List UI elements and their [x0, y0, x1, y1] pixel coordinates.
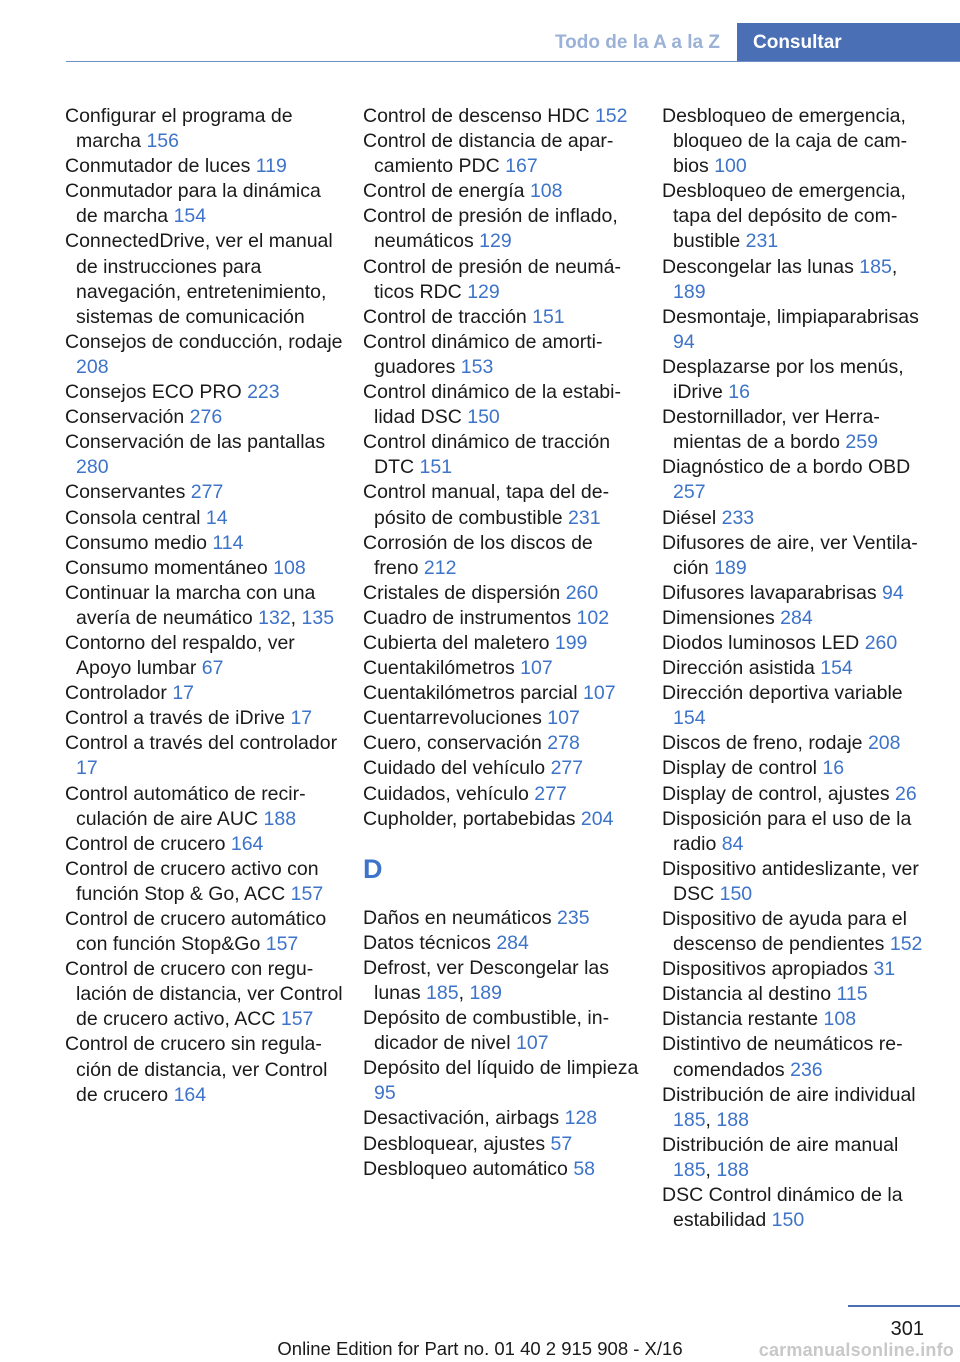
page-link[interactable]: 157: [290, 882, 324, 905]
entry-term: Cuidado del vehículo: [363, 757, 546, 780]
index-entry: [363, 179, 641, 204]
page-link[interactable]: 129: [479, 230, 512, 253]
page-number: 301: [890, 1318, 924, 1340]
index-entry: [65, 631, 343, 681]
index-entry: [363, 129, 641, 179]
index-entry: Defrost, ver Descongelar las lunas 185, 189: [363, 956, 610, 1004]
entry-term: Control de energía: [363, 180, 525, 203]
index-entry: [363, 931, 641, 956]
index-entry: [662, 1183, 932, 1233]
page-link[interactable]: 208: [76, 355, 109, 378]
entry-term: Dispositivo antideslizante, ver DSC: [662, 857, 919, 905]
index-entry: [363, 782, 641, 807]
index-entry: [662, 681, 932, 731]
index-entry: [363, 380, 641, 430]
page-link[interactable]: 17: [290, 707, 313, 730]
entry-term: Desplazarse por los menús, iDrive: [662, 355, 904, 404]
page-link[interactable]: 185: [859, 255, 892, 278]
entry-term: Configurar el programa de marcha: [65, 105, 293, 153]
entry-term: Cuentakilómetros parcial: [363, 682, 578, 705]
index-entry: [662, 179, 932, 254]
entry-term: Distribución de aire manual: [662, 1133, 899, 1156]
page-link[interactable]: 16: [728, 381, 750, 404]
page-link[interactable]: 277: [550, 757, 584, 780]
entry-term: Control de presión de inflado, neumáticos: [363, 205, 618, 253]
page-link[interactable]: 236: [790, 1058, 823, 1081]
index-entry: [662, 756, 932, 781]
entry-term: Control dinámico de tracción DTC: [363, 431, 611, 479]
page-link[interactable]: 235: [557, 906, 590, 929]
page-link[interactable]: 204: [580, 807, 614, 830]
entry-term: Cuero, conservación: [363, 732, 542, 755]
index-entry: [65, 104, 343, 154]
breadcrumb[interactable]: Todo de la A a la Z: [554, 32, 720, 53]
index-entry: [662, 355, 932, 405]
entry-term: Control de crucero: [65, 832, 226, 855]
index-entry: [65, 380, 343, 405]
entry-term: Control dinámico de la estabilidad DSC: [363, 381, 621, 429]
page-link[interactable]: 284: [780, 606, 813, 629]
index-entry: [662, 731, 932, 756]
entry-term: Datos técnicos: [363, 931, 491, 954]
entry-term: Desbloqueo de emergencia, tapa del depósito de combustible: [662, 180, 906, 253]
index-entry: [363, 305, 641, 330]
index-entry: [662, 807, 932, 857]
entry-term: Diésel: [662, 506, 717, 529]
entry-term: Cuentarrevoluciones: [363, 707, 542, 730]
page-link[interactable]: 260: [565, 581, 599, 604]
page-link[interactable]: 164: [230, 832, 264, 855]
page-link[interactable]: 17: [76, 757, 98, 780]
index-entry: [65, 907, 343, 957]
index-entry: [662, 656, 932, 681]
index-entry: [662, 1032, 932, 1082]
page-link[interactable]: 107: [516, 1032, 549, 1055]
entry-term: Depósito de combustible, indicador de nivel: [363, 1007, 610, 1055]
page-link[interactable]: 185: [426, 982, 459, 1004]
index-entry: [363, 606, 641, 631]
page-link[interactable]: 259: [845, 431, 878, 454]
index-entry: [65, 556, 343, 581]
index-entry: [363, 1132, 641, 1157]
index-entry: Distribución de aire manual 185, 188: [662, 1133, 899, 1181]
page-link[interactable]: 188: [263, 807, 297, 830]
page-link[interactable]: 108: [529, 180, 563, 203]
index-entry: [662, 104, 932, 179]
index-entry: [363, 255, 641, 305]
section-letter: D: [363, 853, 383, 884]
index-entry: [65, 782, 343, 832]
entry-term: Descongelar las lunas: [662, 255, 854, 278]
entry-term: DSC Control dinámico de la estabilidad: [662, 1184, 903, 1232]
entry-term: Control de crucero automático con función Stop&Go: [65, 908, 327, 956]
entry-term: Cuadro de instrumentos: [363, 606, 572, 629]
entry-term: Desbloqueo de emergencia, bloqueo de la caja de cambios: [662, 105, 908, 178]
entry-term: Diagnóstico de a bordo OBD: [662, 456, 911, 479]
entry-term: Consejos ECO PRO: [65, 381, 242, 404]
entry-term: Cuentakilómetros: [363, 657, 515, 680]
entry-term: Cuidados, vehículo: [363, 782, 529, 805]
entry-term: Corrosión de los discos de freno: [363, 531, 593, 579]
page-link[interactable]: 156: [146, 130, 179, 153]
index-entry: [363, 681, 641, 706]
entry-term: Disposición para el uso de la radio: [662, 807, 912, 855]
index-entry: [363, 1157, 641, 1182]
entry-term: Continuar la marcha con una avería de neumático: [65, 581, 316, 629]
entry-term: Diodos luminosos LED: [662, 631, 860, 654]
entry-term: Destornillador, ver Herramientas de a bordo: [662, 406, 880, 454]
entry-term: Control a través del controlador: [65, 732, 338, 755]
index-entry: [65, 506, 343, 531]
page-link[interactable]: 115: [836, 983, 868, 1006]
page-link[interactable]: 154: [673, 707, 706, 730]
entry-term: Control de tracción: [363, 305, 527, 328]
entry-term: Distancia al destino: [662, 983, 832, 1006]
page-link[interactable]: 108: [273, 556, 306, 579]
page-link[interactable]: 167: [505, 155, 538, 178]
entry-term: Conservación de las pantallas: [65, 431, 326, 454]
page-link[interactable]: 107: [547, 707, 580, 730]
index-entry: [662, 531, 932, 581]
index-entry: [65, 731, 343, 781]
page-link[interactable]: 95: [374, 1082, 396, 1105]
page-link[interactable]: 257: [673, 481, 706, 504]
page-link[interactable]: 157: [265, 933, 299, 956]
page-link[interactable]: 260: [864, 631, 898, 654]
entry-term: Distribución de aire individual: [662, 1083, 916, 1106]
page-link[interactable]: 277: [534, 782, 567, 805]
page-link[interactable]: 188: [716, 1108, 749, 1131]
entry-term: Distancia restante: [662, 1008, 819, 1031]
page-link[interactable]: 129: [467, 280, 500, 303]
index-entry: [65, 330, 343, 380]
index-entry: [65, 857, 343, 907]
index-entry: [65, 832, 343, 857]
index-entry: [662, 305, 932, 355]
index-entry: [662, 455, 932, 505]
entry-term: Control dinámico de amortiguadores: [363, 330, 603, 378]
index-entry: [363, 631, 641, 656]
page-link[interactable]: 108: [823, 1008, 857, 1031]
entry-term: Desbloqueo automático: [363, 1157, 568, 1180]
index-entry: [65, 154, 343, 179]
index-entry: [662, 982, 932, 1007]
index-entry: [363, 581, 641, 606]
page-link[interactable]: 152: [594, 105, 628, 127]
index-entry: [363, 1056, 641, 1106]
entry-term: Control automático de recirculación de aire AUC: [65, 782, 306, 830]
page-link[interactable]: 154: [173, 205, 207, 228]
page-link[interactable]: 231: [568, 506, 601, 529]
entry-term: Difusores de aire, ver Ventilación: [662, 531, 918, 579]
page-link[interactable]: 231: [745, 230, 779, 253]
entry-term: Dirección deportiva variable: [662, 682, 903, 705]
index-entry: [65, 957, 343, 1032]
entry-term: Cupholder, portabebidas: [363, 807, 576, 830]
entry-term: Control de presión de neumáticos RDC: [363, 255, 621, 303]
index-entry: [662, 782, 932, 807]
entry-term: Desactivación, airbags: [363, 1107, 560, 1130]
entry-term: Consumo momentáneo: [65, 556, 268, 579]
page-link[interactable]: 277: [190, 481, 224, 504]
index-entry: [363, 430, 641, 480]
entry-term: Dispositivo de ayuda para el descenso de pendientes: [662, 908, 907, 956]
page-link[interactable]: 208: [867, 732, 901, 755]
index-column-3: [662, 104, 932, 1233]
page-link[interactable]: 189: [469, 982, 502, 1004]
page-link[interactable]: 188: [716, 1158, 749, 1181]
page-link[interactable]: 128: [564, 1107, 598, 1130]
index-entry: [65, 706, 343, 731]
page-link[interactable]: 189: [673, 280, 706, 303]
page-link[interactable]: 233: [721, 506, 755, 529]
index-entry: [662, 506, 932, 531]
index-column-2: [363, 104, 641, 1182]
page-link[interactable]: 135: [301, 606, 335, 629]
page-link[interactable]: 189: [714, 556, 747, 579]
index-entry: [363, 756, 641, 781]
entry-term: Control manual, tapa del depósito de combustible: [363, 481, 610, 529]
entry-term: Control de crucero con regulación de distancia, ver Control de crucero activo, ACC: [65, 958, 343, 1031]
entry-term: ConnectedDrive, ver el manual de instrucciones para navegación, entretenimiento, sistemas de comunicación: [65, 230, 333, 328]
page-link[interactable]: 280: [76, 456, 109, 479]
index-entry: [65, 480, 343, 505]
page-link[interactable]: 199: [554, 631, 588, 654]
index-entry: [65, 681, 343, 706]
entry-term: Cubierta del maletero: [363, 631, 550, 654]
index-entry: [363, 906, 641, 931]
index-entry: [65, 430, 343, 480]
index-entry: Continuar la marcha con una avería de neumático 132, 135: [65, 581, 335, 629]
page-link[interactable]: 153: [460, 355, 494, 378]
page-link[interactable]: 164: [173, 1083, 207, 1106]
entry-term: Consola central: [65, 506, 201, 529]
page-link[interactable]: 185: [673, 1108, 706, 1131]
index-entry: [65, 1032, 343, 1107]
edition-line: Online Edition for Part no. 01 40 2 915 908 - X/16: [277, 1338, 683, 1359]
entry-term: Depósito del líquido de limpieza: [363, 1057, 639, 1080]
page-link[interactable]: 84: [721, 832, 744, 855]
entry-term: Consejos de conducción, rodaje: [65, 330, 343, 353]
page-link[interactable]: 107: [583, 682, 616, 705]
index-entry: [363, 104, 641, 129]
index-entry: [363, 656, 641, 681]
entry-term: Control de distancia de aparcamiento PDC: [363, 130, 614, 178]
index-entry: [363, 731, 641, 756]
index-entry: [662, 581, 932, 606]
entry-term: Daños en neumáticos: [363, 906, 552, 929]
page-link[interactable]: 150: [771, 1209, 805, 1232]
index-entry: Descongelar las lunas 185, 189: [662, 255, 898, 303]
header-divider: [66, 61, 960, 62]
entry-term: Conmutador para la dinámica de marcha: [65, 180, 321, 228]
page-link[interactable]: 223: [247, 381, 280, 404]
section-tab[interactable]: Consultar: [737, 23, 960, 62]
index-entry: [363, 330, 641, 380]
entry-term: Controlador: [65, 682, 167, 705]
index-entry: [363, 531, 641, 581]
page-link[interactable]: 102: [576, 606, 610, 629]
page-link[interactable]: 58: [573, 1157, 596, 1180]
entry-term: Conmutador de luces: [65, 155, 251, 178]
index-entry: [662, 857, 932, 907]
index-entry: [662, 405, 932, 455]
page-link[interactable]: 31: [873, 958, 896, 981]
page-link[interactable]: 26: [895, 782, 917, 805]
watermark: carmanualsonline.info: [758, 1340, 954, 1360]
entry-term: Cristales de dispersión: [363, 581, 561, 604]
entry-term: Distintivo de neumáticos recomendados: [662, 1033, 903, 1081]
page-link[interactable]: 67: [201, 657, 224, 680]
index-entry: [363, 204, 641, 254]
entry-term: Conservantes: [65, 481, 186, 504]
page-link[interactable]: 152: [889, 933, 923, 956]
page-link[interactable]: 150: [467, 406, 500, 429]
page-link[interactable]: 17: [172, 682, 195, 705]
entry-term: Difusores lavaparabrisas: [662, 581, 877, 604]
page-link[interactable]: 16: [822, 757, 845, 780]
entry-term: Display de control: [662, 757, 817, 780]
page-link[interactable]: 57: [550, 1132, 573, 1155]
index-entry: [363, 807, 641, 832]
index-entry: [363, 1106, 641, 1131]
page-link[interactable]: 94: [882, 581, 904, 604]
page-link[interactable]: 150: [719, 882, 753, 905]
index-entry: [65, 531, 343, 556]
index-entry: Distribución de aire individual 185, 188: [662, 1083, 916, 1131]
page-link[interactable]: 132: [258, 606, 291, 629]
index-entry: [65, 405, 343, 430]
page-link[interactable]: 107: [520, 657, 553, 680]
footer-divider: [848, 1305, 960, 1307]
index-entry: [662, 606, 932, 631]
entry-term: Desbloquear, ajustes: [363, 1132, 546, 1155]
entry-term: Defrost, ver Descongelar las lunas: [363, 956, 610, 1004]
entry-term: Control de crucero activo con función Stop & Go, ACC: [65, 857, 319, 905]
page-link[interactable]: 94: [673, 330, 695, 353]
entry-term: Conservación: [65, 406, 185, 429]
page-link[interactable]: 154: [820, 657, 853, 680]
page-link[interactable]: 276: [189, 406, 223, 429]
entry-term: Consumo medio: [65, 531, 207, 554]
entry-term: Dirección asistida: [662, 657, 815, 680]
entry-term: Dimensiones: [662, 606, 775, 629]
entry-term: Contorno del respaldo, ver Apoyo lumbar: [65, 631, 295, 680]
entry-term: Display de control, ajustes: [662, 782, 890, 805]
page-link[interactable]: 151: [419, 456, 453, 479]
page-link[interactable]: 212: [423, 556, 457, 579]
page-link[interactable]: 100: [714, 155, 747, 178]
entry-term: Desmontaje, limpiaparabrisas: [662, 305, 919, 328]
index-entry: [662, 631, 932, 656]
index-entry: [65, 179, 343, 229]
index-entry: [363, 1006, 641, 1056]
index-entry: [363, 480, 641, 530]
index-entry: [662, 957, 932, 982]
entry-term: Control de descenso HDC: [363, 105, 590, 127]
entry-term: Control de crucero sin regulación de distancia, ver Control de crucero: [65, 1033, 328, 1106]
page-link[interactable]: 284: [496, 931, 529, 954]
page-link[interactable]: 114: [212, 531, 244, 554]
page-link[interactable]: 151: [532, 305, 565, 328]
index-entry: [65, 229, 343, 329]
page-link[interactable]: 119: [255, 155, 287, 178]
page-link[interactable]: 185: [673, 1158, 706, 1181]
entry-term: Dispositivos apropiados: [662, 958, 868, 981]
index-entry: [662, 907, 932, 957]
entry-term: Discos de freno, rodaje: [662, 732, 863, 755]
page-link[interactable]: 14: [205, 506, 228, 529]
index-entry: [662, 1007, 932, 1032]
page-link[interactable]: 278: [547, 732, 580, 755]
entry-term: Control a través de iDrive: [65, 707, 286, 730]
index-entry: [363, 706, 641, 731]
page-link[interactable]: 157: [280, 1008, 314, 1031]
index-column-1: [65, 104, 343, 1108]
